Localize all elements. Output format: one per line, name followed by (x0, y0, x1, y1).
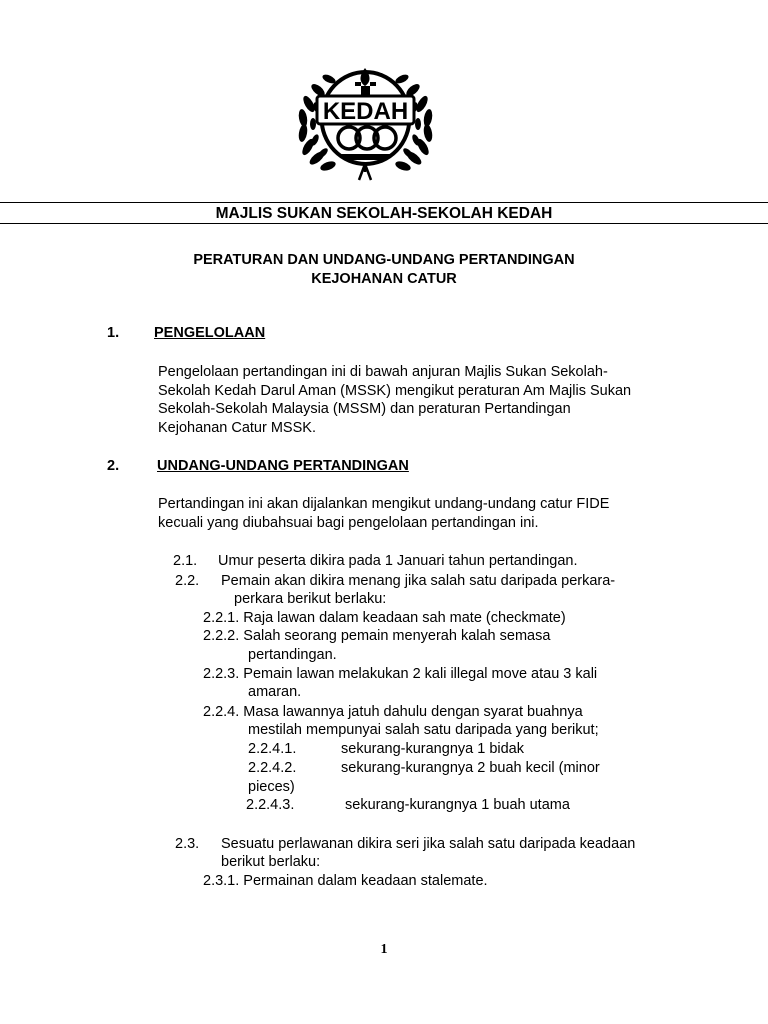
section-2-heading: UNDANG-UNDANG PERTANDINGAN (157, 458, 409, 474)
item-2-2-4-line2: mestilah mempunyai salah satu daripada yang berikut; (248, 722, 599, 738)
section-1-para-line: Kejohanan Catur MSSK. (158, 420, 316, 436)
item-2-3-1: 2.3.1. Permainan dalam keadaan stalemate. (203, 873, 488, 889)
item-2-2-3-line2: amaran. (248, 684, 302, 700)
item-2-3-line2: berikut berlaku: (221, 854, 321, 870)
section-1-para-line: Sekolah Kedah Darul Aman (MSSK) mengikut peraturan Am Majlis Sukan (158, 383, 632, 399)
page-number: 1 (380, 942, 388, 957)
item-2-2-4-3-number: 2.2.4.3. (246, 797, 295, 813)
item-2-2-1: 2.2.1. Raja lawan dalam keadaan sah mate (checkmate) (203, 610, 566, 626)
section-1-para-line: Pengelolaan pertandingan ini di bawah anjuran Majlis Sukan Sekolah- (158, 364, 608, 380)
section-2-para-line: Pertandingan ini akan dijalankan mengikut undang-undang catur FIDE (158, 496, 610, 512)
item-2-2-line2: perkara berikut berlaku: (234, 591, 387, 607)
item-2-2-2-line1: 2.2.2. Salah seorang pemain menyerah kalah semasa (203, 628, 551, 644)
logo-text: KEDAH (322, 98, 409, 125)
item-2-2-number: 2.2. (175, 573, 200, 589)
item-2-3-number: 2.3. (175, 836, 200, 852)
header-rule-top (0, 202, 768, 203)
section-1-number: 1. (107, 325, 120, 341)
item-2-2-4-1-text: sekurang-kurangnya 1 bidak (341, 741, 524, 757)
item-2-1-number: 2.1. (173, 553, 198, 569)
item-2-2-4-1-number: 2.2.4.1. (248, 741, 297, 757)
item-2-2-4-3-text: sekurang-kurangnya 1 buah utama (345, 797, 570, 813)
header-title: MAJLIS SUKAN SEKOLAH-SEKOLAH KEDAH (215, 205, 553, 222)
item-2-2-4-2-number: 2.2.4.2. (248, 760, 297, 776)
item-2-2-4-2-text: sekurang-kurangnya 2 buah kecil (minor (341, 760, 600, 776)
item-2-2-4-2-line2: pieces) (248, 779, 295, 795)
item-2-3-line1: Sesuatu perlawanan dikira seri jika salah satu daripada keadaan (221, 836, 636, 852)
item-2-1-text: Umur peserta dikira pada 1 Januari tahun pertandingan. (218, 553, 578, 569)
section-2-number: 2. (107, 458, 120, 474)
section-2-para-line: kecuali yang diubahsuai bagi pengelolaan pertandingan ini. (158, 515, 539, 531)
document-title-line2: KEJOHANAN CATUR (311, 271, 457, 287)
section-1-para-line: Sekolah-Sekolah Malaysia (MSSM) dan peraturan Pertandingan (158, 401, 571, 417)
item-2-2-line1: Pemain akan dikira menang jika salah satu daripada perkara- (221, 573, 616, 589)
document-title-line1: PERATURAN DAN UNDANG-UNDANG PERTANDINGAN (193, 252, 575, 268)
item-2-2-2-line2: pertandingan. (248, 647, 337, 663)
kedah-emblem-logo (293, 60, 438, 182)
section-1-heading: PENGELOLAAN (154, 325, 266, 341)
item-2-2-3-line1: 2.2.3. Pemain lawan melakukan 2 kali illegal move atau 3 kali (203, 666, 598, 682)
item-2-2-4-line1: 2.2.4. Masa lawannya jatuh dahulu dengan syarat buahnya (203, 704, 583, 720)
